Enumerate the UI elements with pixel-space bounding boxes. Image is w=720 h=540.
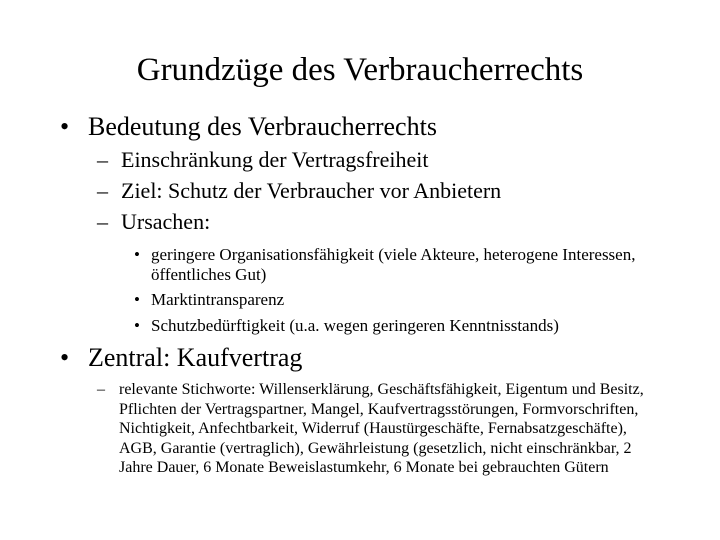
cause-item: Marktintransparenz [151, 290, 285, 309]
section2-keywords: relevante Stichworte: Willenserklärung, Geschäftsfähigkeit, Eigentum und Besitz, Pflichten der Vertragspartner, Mangel, Kaufvertragsstörungen, Formvorschriften, Nichtigkeit, Anfechtbarkeit, Widerruf (Haustürgeschäfte, Fernabsatzgeschäfte), AGB, Garantie (vertraglich), Gewährleistung (gesetzlich, nicht einschränkbar, 2 Jahre Dauer, 6 Monate Beweislastumkehr, 6 Monate bei gebrauchten Gütern [119, 381, 644, 476]
bullet-marker: • [60, 343, 70, 372]
cause-item: geringere Organisationsfähigkeit (viele Akteure, heterogene Interessen, öffentliches Gut) [151, 245, 636, 284]
section1-item: Einschränkung der Vertragsfreiheit [121, 147, 429, 172]
bullet-marker: • [60, 112, 70, 141]
cause-item: Schutzbedürftigkeit (u.a. wegen geringeren Kenntnisstands) [151, 316, 559, 335]
bullet-marker: • [134, 290, 140, 309]
section2-heading: Zentral: Kaufvertrag [88, 343, 303, 372]
dash-marker: – [97, 147, 108, 172]
section1-item: Ursachen: [121, 209, 211, 234]
slide-title: Grundzüge des Verbraucherrechts [136, 52, 584, 88]
section1-heading: Bedeutung des Verbraucherrechts [88, 112, 437, 141]
dash-marker: – [97, 209, 108, 234]
bullet-marker: • [134, 245, 140, 264]
section1-item: Ziel: Schutz der Verbraucher vor Anbietern [121, 178, 502, 203]
bullet-marker: • [134, 316, 140, 335]
dash-marker: – [97, 178, 108, 203]
dash-marker: – [97, 381, 105, 398]
